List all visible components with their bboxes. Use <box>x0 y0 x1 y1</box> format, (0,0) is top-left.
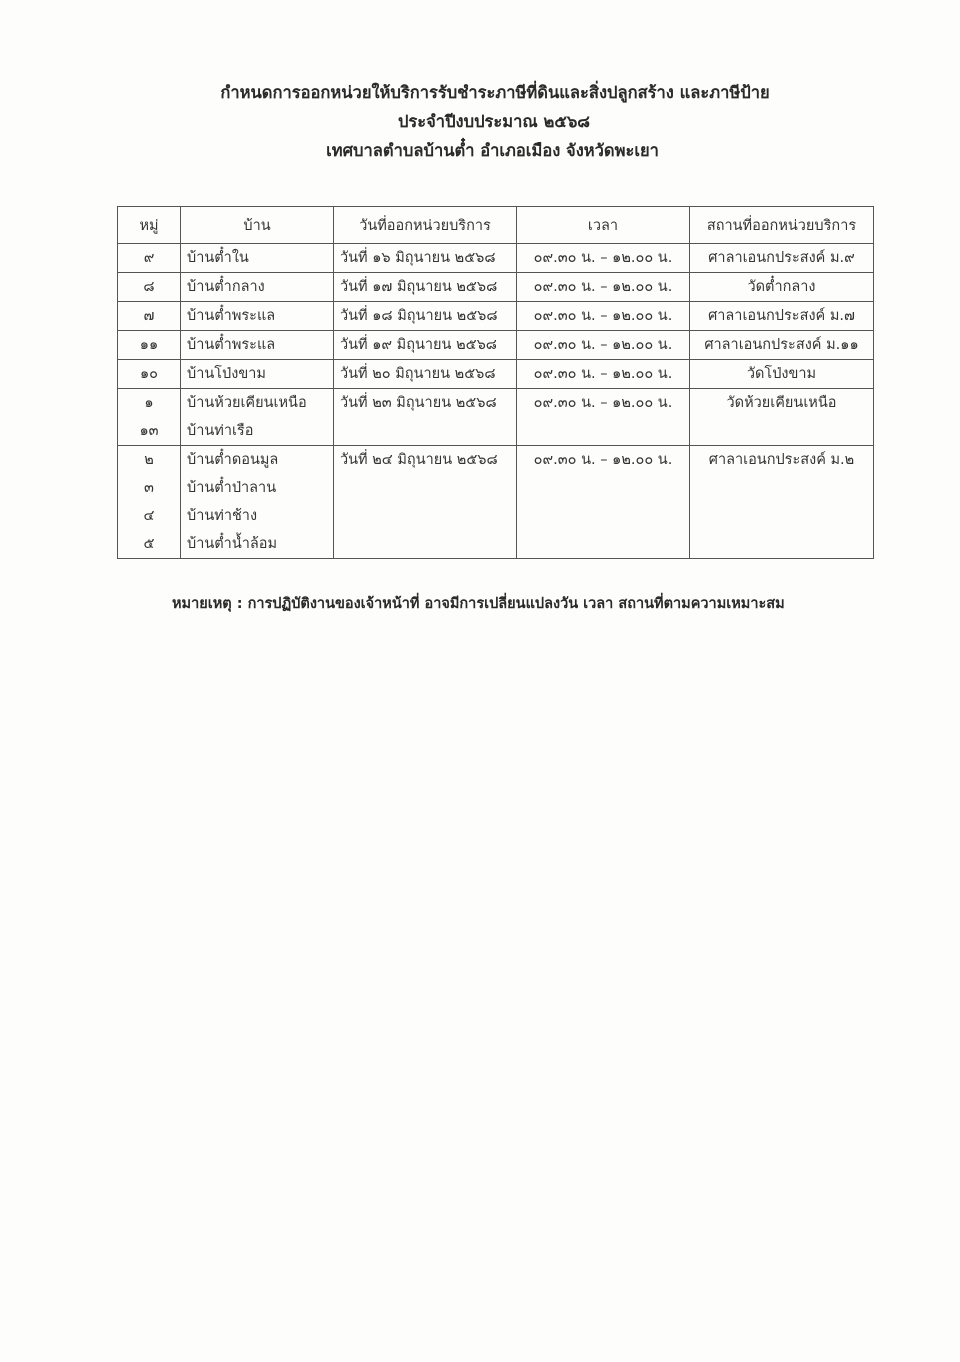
table-row <box>118 273 874 302</box>
table-header-row <box>118 207 874 244</box>
cell-date: วันที่ ๑๙ มิถุนายน ๒๕๖๘ <box>334 331 517 360</box>
cell-place <box>690 446 874 559</box>
title-line-3: เทศบาลตำบลบ้านต๋ำ อำเภอเมือง จังหวัดพะเยา <box>326 141 659 160</box>
moo-number: ๕ <box>143 536 155 552</box>
header-village: บ้าน <box>181 207 334 244</box>
cell-place: ศาลาเอนกประสงค์ ม.๑๑ <box>690 331 874 360</box>
title-line-1: กำหนดการออกหน่วยให้บริการรับชำระภาษีที่ดินและสิ่งปลูกสร้าง และภาษีป้าย <box>220 83 770 102</box>
cell-village: บ้านโป่งขาม <box>181 360 334 389</box>
table-row <box>118 244 874 273</box>
village-name: บ้านท่าเรือ <box>187 423 254 439</box>
cell-time: ๐๙.๓๐ น. – ๑๒.๐๐ น. <box>517 360 690 389</box>
cell-moo: ๑๐ <box>118 360 181 389</box>
village-name: บ้านต๋ำน้ำล้อม <box>187 536 278 552</box>
table-row <box>118 360 874 389</box>
cell-date: วันที่ ๑๖ มิถุนายน ๒๕๖๘ <box>334 244 517 273</box>
header-date: วันที่ออกหน่วยบริการ <box>334 207 517 244</box>
header-time: เวลา <box>517 207 690 244</box>
cell-village: บ้านต๋ำพระแล <box>181 302 334 331</box>
cell-moo <box>118 446 181 559</box>
cell-moo: ๗ <box>118 302 181 331</box>
table-row <box>118 389 874 446</box>
time-text: ๐๙.๓๐ น. – ๑๒.๐๐ น. <box>533 395 673 411</box>
cell-date <box>334 446 517 559</box>
cell-time <box>517 446 690 559</box>
cell-date: วันที่ ๑๗ มิถุนายน ๒๕๖๘ <box>334 273 517 302</box>
cell-village: บ้านต๋ำพระแล <box>181 331 334 360</box>
table-row <box>118 331 874 360</box>
table-row <box>118 302 874 331</box>
title-line-2: ประจำปีงบประมาณ ๒๕๖๘ <box>397 112 591 131</box>
cell-date <box>334 389 517 446</box>
moo-number: ๒ <box>144 452 154 468</box>
cell-place: วัดโป่งขาม <box>690 360 874 389</box>
cell-place <box>690 389 874 446</box>
table-row <box>118 446 874 559</box>
moo-number: ๑๓ <box>139 423 159 439</box>
date-text: วันที่ ๒๓ มิถุนายน ๒๕๖๘ <box>340 395 497 411</box>
footnote: หมายเหตุ : การปฏิบัติงานของเจ้าหน้าที่ อาจมีการเปลี่ยนแปลงวัน เวลา สถานที่ตามความเหมาะสม <box>172 596 785 612</box>
cell-time: ๐๙.๓๐ น. – ๑๒.๐๐ น. <box>517 331 690 360</box>
village-name: บ้านท่าช้าง <box>187 508 258 524</box>
cell-moo: ๑๑ <box>118 331 181 360</box>
cell-time: ๐๙.๓๐ น. – ๑๒.๐๐ น. <box>517 244 690 273</box>
cell-date: วันที่ ๒๐ มิถุนายน ๒๕๖๘ <box>334 360 517 389</box>
cell-moo: ๙ <box>118 244 181 273</box>
cell-village: บ้านต๋ำใน <box>181 244 334 273</box>
cell-village <box>181 446 334 559</box>
cell-moo: ๘ <box>118 273 181 302</box>
date-text: วันที่ ๒๔ มิถุนายน ๒๕๖๘ <box>340 452 498 468</box>
cell-moo <box>118 389 181 446</box>
cell-village: บ้านต๋ำกลาง <box>181 273 334 302</box>
moo-number: ๓ <box>144 480 154 496</box>
cell-date: วันที่ ๑๘ มิถุนายน ๒๕๖๘ <box>334 302 517 331</box>
cell-place: ศาลาเอนกประสงค์ ม.๙ <box>690 244 874 273</box>
time-text: ๐๙.๓๐ น. – ๑๒.๐๐ น. <box>533 452 673 468</box>
place-text: วัดห้วยเคียนเหนือ <box>726 395 837 411</box>
moo-number: ๔ <box>143 508 155 524</box>
schedule-table <box>117 206 874 559</box>
cell-place: ศาลาเอนกประสงค์ ม.๗ <box>690 302 874 331</box>
village-name: บ้านห้วยเคียนเหนือ <box>187 395 307 411</box>
cell-place: วัดต๋ำกลาง <box>690 273 874 302</box>
moo-number: ๑ <box>144 395 154 411</box>
document-title <box>0 78 960 165</box>
cell-time: ๐๙.๓๐ น. – ๑๒.๐๐ น. <box>517 302 690 331</box>
cell-village <box>181 389 334 446</box>
header-place: สถานที่ออกหน่วยบริการ <box>690 207 874 244</box>
cell-time: ๐๙.๓๐ น. – ๑๒.๐๐ น. <box>517 273 690 302</box>
header-moo: หมู่ <box>118 207 181 244</box>
village-name: บ้านต๋ำป่าลาน <box>187 480 277 496</box>
village-name: บ้านต๋ำดอนมูล <box>187 452 279 468</box>
cell-time <box>517 389 690 446</box>
place-text: ศาลาเอนกประสงค์ ม.๒ <box>708 452 855 468</box>
